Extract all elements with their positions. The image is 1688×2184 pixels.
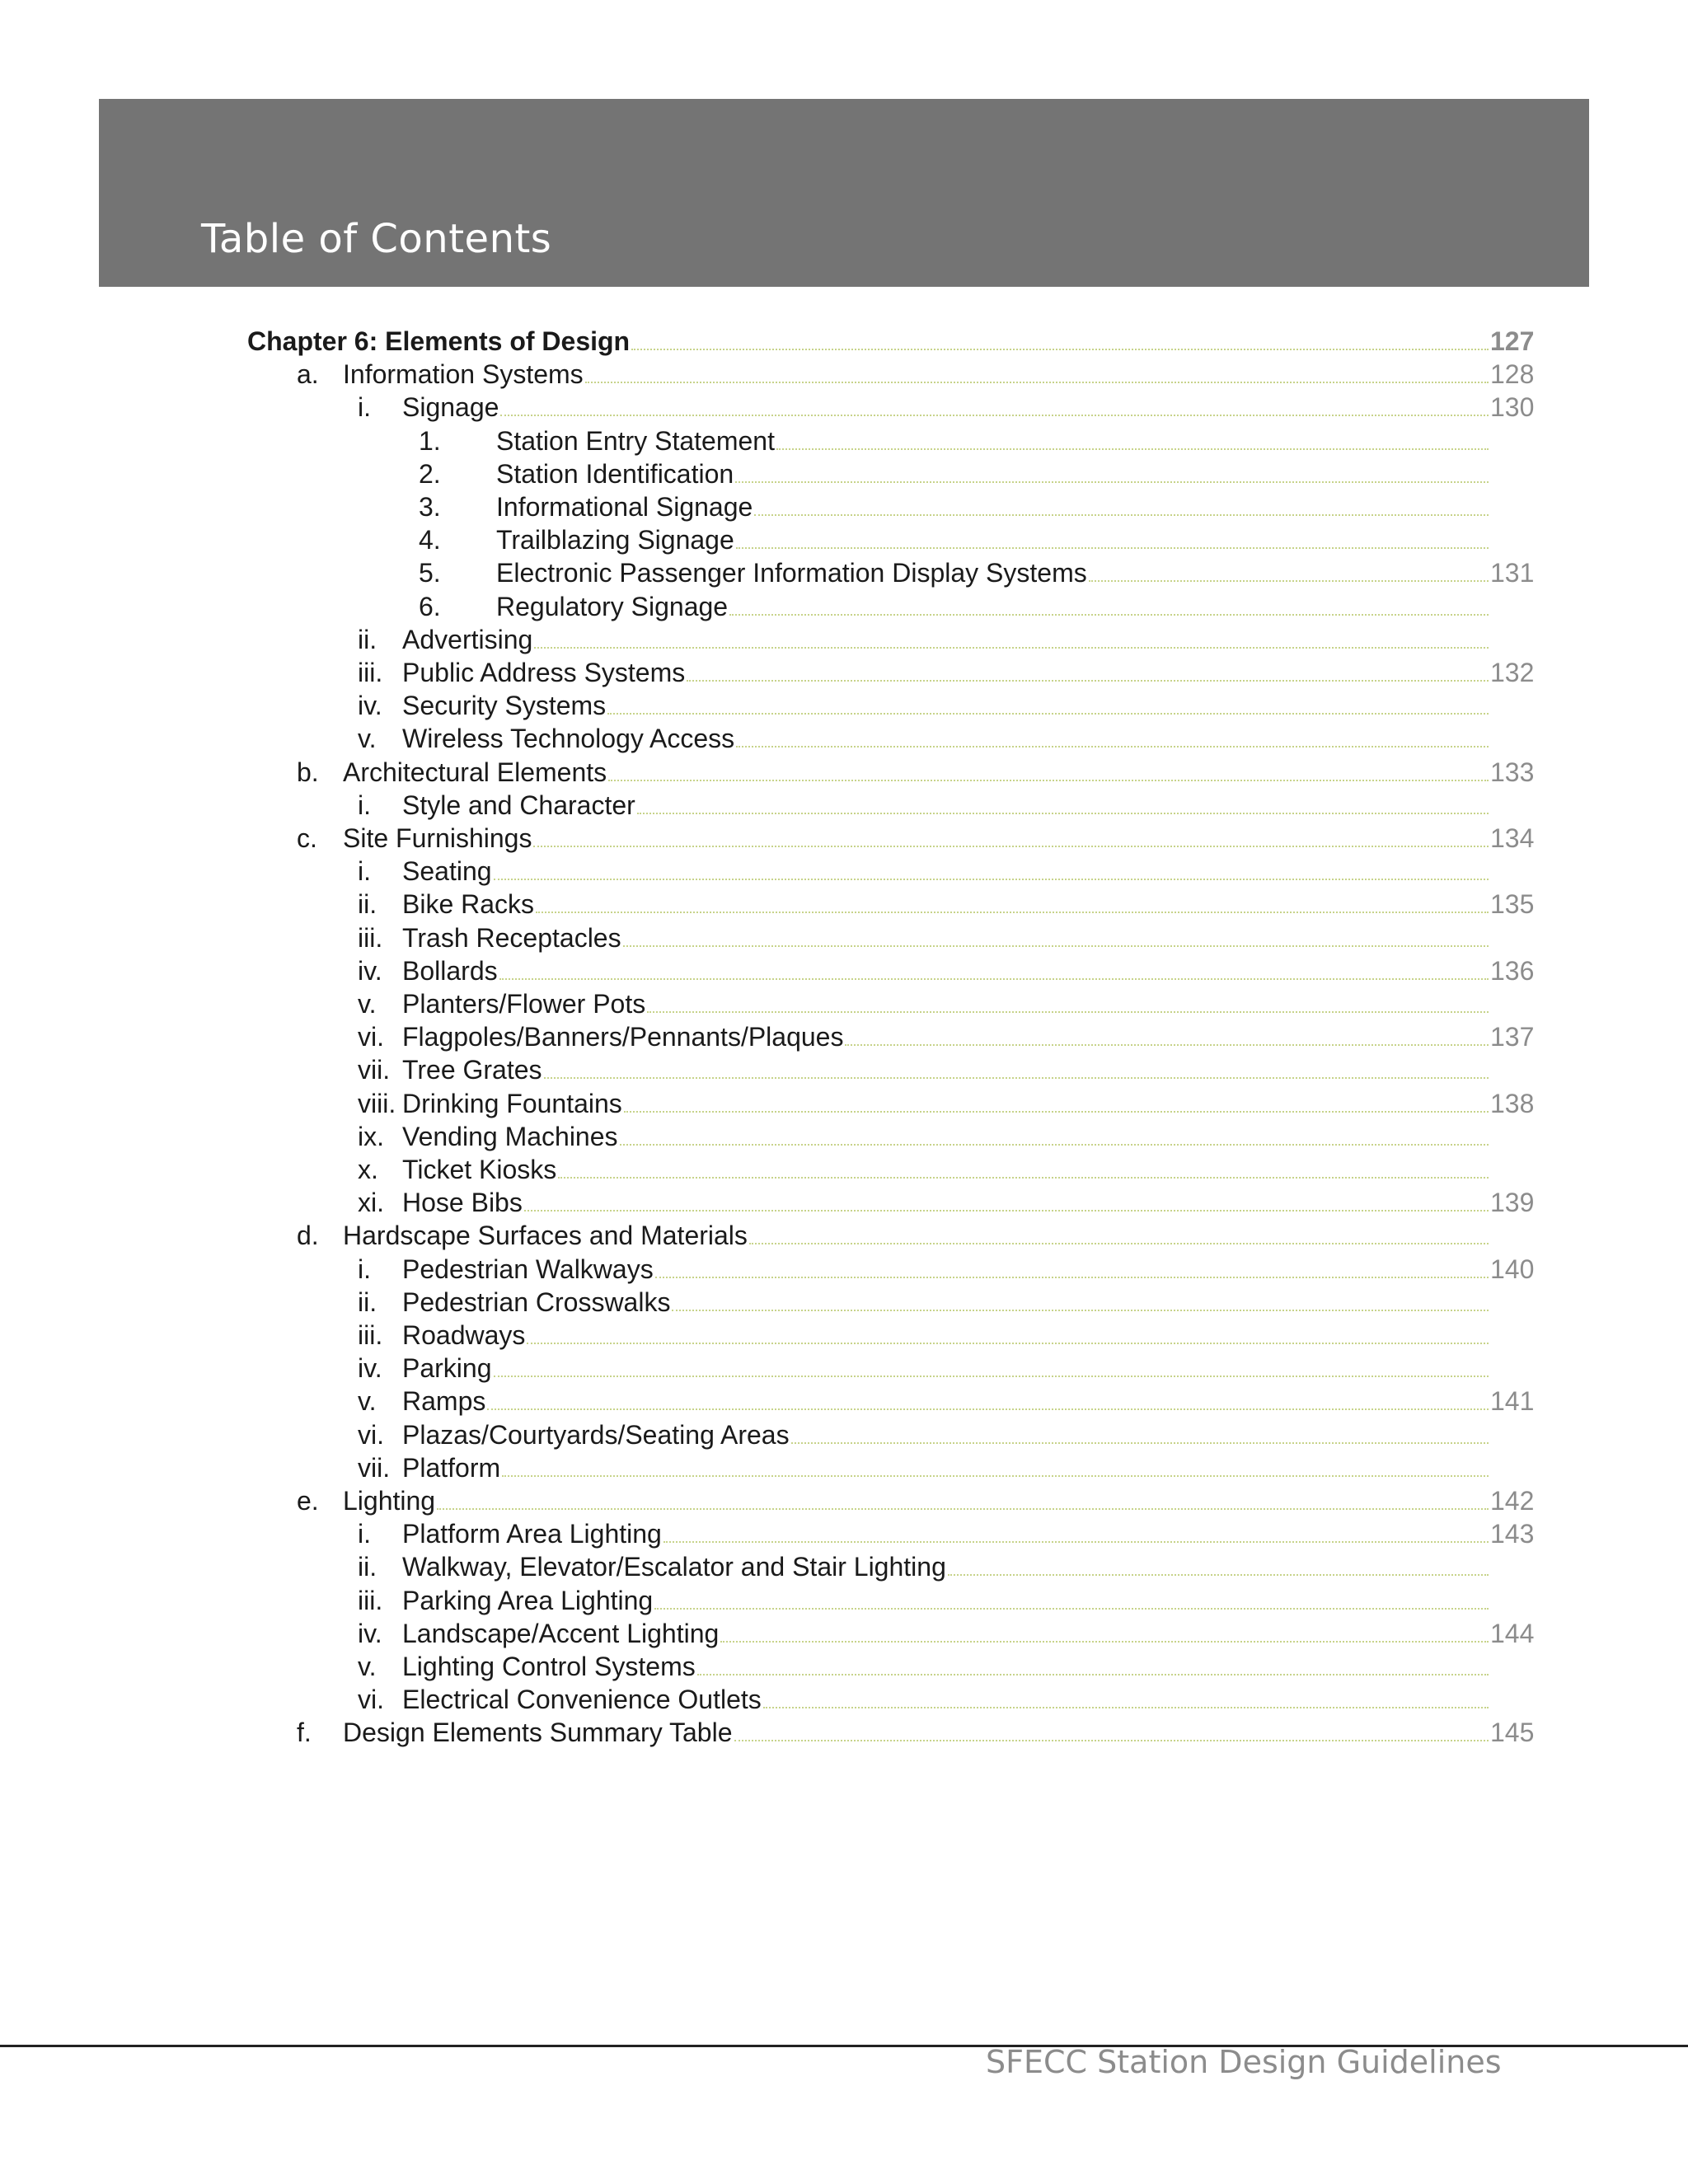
toc-entry-label: Informational Signage bbox=[496, 492, 753, 522]
toc-entry-label: Vending Machines bbox=[402, 1122, 618, 1151]
toc-entry-label: Drinking Fountains bbox=[402, 1089, 622, 1118]
leader-dots bbox=[524, 1210, 1489, 1212]
toc-entry-marker: 1. bbox=[419, 426, 441, 456]
toc-entry[interactable] bbox=[0, 1053, 1688, 1086]
toc-entry-marker: 6. bbox=[419, 592, 441, 621]
toc-entry[interactable] bbox=[0, 921, 1688, 954]
toc-entry[interactable] bbox=[0, 1650, 1688, 1683]
leader-dots bbox=[754, 514, 1489, 516]
toc-entry-label: Design Elements Summary Table bbox=[343, 1718, 733, 1747]
leader-dots bbox=[607, 713, 1489, 715]
leader-dots bbox=[623, 945, 1489, 947]
toc-entry-marker: a. bbox=[297, 359, 319, 389]
toc-entry[interactable] bbox=[0, 1120, 1688, 1153]
toc-entry[interactable] bbox=[0, 358, 1688, 391]
toc-entry-marker: iv. bbox=[358, 1619, 382, 1648]
toc-entry[interactable] bbox=[0, 1517, 1688, 1550]
toc-entry[interactable] bbox=[0, 424, 1688, 457]
leader-dots bbox=[720, 1641, 1489, 1643]
toc-entry-label: Plazas/Courtyards/Seating Areas bbox=[402, 1420, 790, 1450]
toc-entry-page-number: 140 bbox=[1490, 1254, 1535, 1284]
toc-entry-label: Signage bbox=[402, 392, 499, 422]
toc-entry-label: Advertising bbox=[402, 625, 533, 654]
toc-entry-marker: i. bbox=[358, 1519, 371, 1549]
toc-entry-marker: i. bbox=[358, 790, 371, 820]
toc-entry-label: Ramps bbox=[402, 1386, 486, 1416]
toc-entry-page-number: 138 bbox=[1490, 1089, 1535, 1118]
toc-entry[interactable] bbox=[0, 722, 1688, 755]
toc-entry-marker: i. bbox=[358, 1254, 371, 1284]
toc-entry-label: Trailblazing Signage bbox=[496, 525, 734, 555]
toc-entry-label: Bollards bbox=[402, 956, 498, 986]
toc-entry-page-number: 141 bbox=[1490, 1386, 1535, 1416]
toc-entry-marker: e. bbox=[297, 1486, 319, 1516]
toc-entry-marker: viii. bbox=[358, 1089, 396, 1118]
leader-dots bbox=[948, 1574, 1489, 1576]
toc-entry-page-number: 143 bbox=[1490, 1519, 1535, 1549]
toc-chapter-entry[interactable] bbox=[0, 325, 1688, 358]
toc-entry-marker: vii. bbox=[358, 1453, 391, 1483]
toc-entry[interactable] bbox=[0, 1716, 1688, 1749]
toc-entry[interactable] bbox=[0, 789, 1688, 822]
toc-entry-page-number: 136 bbox=[1490, 956, 1535, 986]
toc-entry-page-number: 127 bbox=[1490, 326, 1535, 356]
leader-dots bbox=[487, 1408, 1489, 1410]
toc-entry-page-number: 135 bbox=[1490, 889, 1535, 919]
toc-entry[interactable] bbox=[0, 756, 1688, 789]
header-band bbox=[99, 99, 1589, 287]
toc-entry[interactable] bbox=[0, 556, 1688, 589]
toc-entry-marker: iii. bbox=[358, 1320, 383, 1350]
toc-entry-label: Lighting bbox=[343, 1486, 436, 1516]
toc-entry[interactable] bbox=[0, 1683, 1688, 1716]
toc-entry-marker: iv. bbox=[358, 691, 382, 720]
toc-entry-marker: i. bbox=[358, 856, 371, 886]
toc-entry[interactable] bbox=[0, 1286, 1688, 1319]
toc-entry-label: Security Systems bbox=[402, 691, 607, 720]
leader-dots bbox=[647, 1011, 1489, 1013]
toc-entry-page-number: 131 bbox=[1490, 558, 1535, 588]
leader-dots bbox=[845, 1044, 1489, 1046]
toc-entry-label: Walkway, Elevator/Escalator and Stair Lighting bbox=[402, 1552, 946, 1582]
leader-dots bbox=[544, 1077, 1489, 1079]
toc-entry[interactable] bbox=[0, 987, 1688, 1020]
toc-entry-label: Regulatory Signage bbox=[496, 592, 729, 621]
leader-dots bbox=[494, 879, 1489, 880]
toc-entry-label: Planters/Flower Pots bbox=[402, 989, 646, 1019]
leader-dots bbox=[637, 813, 1489, 814]
leader-dots bbox=[500, 415, 1489, 416]
toc-entry-label: Electrical Convenience Outlets bbox=[402, 1685, 762, 1714]
toc-entry[interactable] bbox=[0, 391, 1688, 424]
toc-entry[interactable] bbox=[0, 523, 1688, 556]
toc-entry-label: Station Entry Statement bbox=[496, 426, 775, 456]
leader-dots bbox=[663, 1541, 1489, 1543]
toc-entry-page-number: 142 bbox=[1490, 1486, 1535, 1516]
leader-dots bbox=[502, 1475, 1489, 1477]
toc-entry-label: Roadways bbox=[402, 1320, 526, 1350]
toc-entry-page-number: 128 bbox=[1490, 359, 1535, 389]
toc-entry-marker: ii. bbox=[358, 1552, 377, 1582]
toc-entry-marker: iv. bbox=[358, 1353, 382, 1383]
toc-entry-label: Tree Grates bbox=[402, 1055, 542, 1085]
toc-entry-label: Electronic Passenger Information Display Systems bbox=[496, 558, 1087, 588]
toc-entry[interactable] bbox=[0, 1153, 1688, 1186]
toc-entry[interactable] bbox=[0, 888, 1688, 921]
toc-entry-label: Parking Area Lighting bbox=[402, 1586, 654, 1615]
toc-entry-label: Information Systems bbox=[343, 359, 584, 389]
toc-entry[interactable] bbox=[0, 1253, 1688, 1286]
toc-entry-marker: vi. bbox=[358, 1022, 384, 1052]
toc-entry[interactable] bbox=[0, 623, 1688, 656]
leader-dots bbox=[736, 746, 1489, 748]
leader-dots bbox=[687, 680, 1489, 682]
toc-entry-label: Ticket Kiosks bbox=[402, 1155, 557, 1184]
toc-entry-marker: f. bbox=[297, 1718, 312, 1747]
toc-entry-marker: v. bbox=[358, 724, 377, 753]
leader-dots bbox=[654, 1608, 1489, 1610]
leader-dots bbox=[672, 1310, 1489, 1311]
toc-entry-label: Hose Bibs bbox=[402, 1188, 523, 1217]
toc-entry-marker: ii. bbox=[358, 625, 377, 654]
toc-entry-page-number: 134 bbox=[1490, 823, 1535, 853]
toc-entry-page-number: 139 bbox=[1490, 1188, 1535, 1217]
footer-title: SFECC Station Design Guidelines bbox=[986, 2044, 1502, 2080]
toc-entry-label: Landscape/Accent Lighting bbox=[402, 1619, 720, 1648]
leader-dots bbox=[729, 614, 1489, 616]
page-title: Table of Contents bbox=[201, 216, 552, 262]
toc-entry[interactable] bbox=[0, 1484, 1688, 1517]
toc-entry[interactable] bbox=[0, 822, 1688, 855]
toc-entry-marker: iii. bbox=[358, 658, 383, 687]
leader-dots bbox=[437, 1508, 1489, 1510]
toc-entry-page-number: 133 bbox=[1490, 757, 1535, 787]
leader-dots bbox=[655, 1277, 1489, 1278]
toc-entry-page-number: 145 bbox=[1490, 1718, 1535, 1747]
toc-entry-marker: ix. bbox=[358, 1122, 384, 1151]
toc-entry-page-number: 137 bbox=[1490, 1022, 1535, 1052]
toc-entry-label: Architectural Elements bbox=[343, 757, 607, 787]
toc-entry-marker: vii. bbox=[358, 1055, 391, 1085]
toc-entry-marker: xi. bbox=[358, 1188, 384, 1217]
toc-entry[interactable] bbox=[0, 954, 1688, 987]
toc-entry-label: Platform Area Lighting bbox=[402, 1519, 662, 1549]
toc-entry[interactable] bbox=[0, 1087, 1688, 1120]
leader-dots bbox=[536, 912, 1489, 913]
toc-entry[interactable] bbox=[0, 590, 1688, 623]
leader-dots bbox=[631, 349, 1489, 350]
toc-entry-label: Flagpoles/Banners/Pennants/Plaques bbox=[402, 1022, 844, 1052]
toc-entry-page-number: 144 bbox=[1490, 1619, 1535, 1648]
toc-entry-marker: 2. bbox=[419, 459, 441, 489]
toc-entry-marker: 3. bbox=[419, 492, 441, 522]
toc-entry-marker: iii. bbox=[358, 923, 383, 953]
toc-entry[interactable] bbox=[0, 457, 1688, 490]
toc-entry[interactable] bbox=[0, 1186, 1688, 1219]
toc-entry-marker: v. bbox=[358, 1386, 377, 1416]
leader-dots bbox=[763, 1707, 1489, 1708]
toc-entry-marker: vi. bbox=[358, 1685, 384, 1714]
toc-entry-marker: vi. bbox=[358, 1420, 384, 1450]
toc-entry[interactable] bbox=[0, 1584, 1688, 1617]
toc-entry-label: Station Identification bbox=[496, 459, 734, 489]
toc-entry[interactable] bbox=[0, 1352, 1688, 1385]
leader-dots bbox=[585, 382, 1489, 383]
leader-dots bbox=[624, 1111, 1489, 1113]
leader-dots bbox=[749, 1243, 1489, 1244]
toc-entry-label: Pedestrian Walkways bbox=[402, 1254, 654, 1284]
toc-entry[interactable] bbox=[0, 490, 1688, 523]
toc-entry-marker: ii. bbox=[358, 1287, 377, 1317]
leader-dots bbox=[527, 1343, 1489, 1344]
leader-dots bbox=[1089, 580, 1489, 582]
leader-dots bbox=[735, 481, 1489, 483]
toc-entry-marker: 4. bbox=[419, 525, 441, 555]
leader-dots bbox=[697, 1674, 1489, 1675]
toc-entry-marker: iv. bbox=[358, 956, 382, 986]
toc-entry-label: Lighting Control Systems bbox=[402, 1652, 696, 1681]
toc-entry-marker: v. bbox=[358, 989, 377, 1019]
leader-dots bbox=[791, 1442, 1489, 1444]
toc-entry-label: Platform bbox=[402, 1453, 501, 1483]
toc-entry[interactable] bbox=[0, 855, 1688, 888]
toc-entry-marker: ii. bbox=[358, 889, 377, 919]
toc-entry-page-number: 130 bbox=[1490, 392, 1535, 422]
toc-entry-marker: b. bbox=[297, 757, 319, 787]
toc-entry[interactable] bbox=[0, 1319, 1688, 1352]
toc-entry-label: Style and Character bbox=[402, 790, 635, 820]
toc-entry-label: Site Furnishings bbox=[343, 823, 532, 853]
toc-entry-label: Bike Racks bbox=[402, 889, 535, 919]
toc-entry-label: Trash Receptacles bbox=[402, 923, 621, 953]
leader-dots bbox=[494, 1376, 1489, 1377]
toc-entry-label: Chapter 6: Elements of Design bbox=[247, 326, 631, 356]
toc-entry-marker: 5. bbox=[419, 558, 441, 588]
leader-dots bbox=[558, 1177, 1489, 1179]
toc-entry-label: Pedestrian Crosswalks bbox=[402, 1287, 671, 1317]
leader-dots bbox=[620, 1144, 1489, 1146]
toc-entry[interactable] bbox=[0, 1550, 1688, 1583]
toc-entry-marker: d. bbox=[297, 1221, 319, 1250]
toc-entry-marker: c. bbox=[297, 823, 317, 853]
leader-dots bbox=[776, 448, 1489, 450]
toc-entry-marker: v. bbox=[358, 1652, 377, 1681]
leader-dots bbox=[736, 547, 1489, 549]
toc-entry[interactable] bbox=[0, 689, 1688, 722]
toc-entry[interactable] bbox=[0, 1385, 1688, 1418]
toc-entry-label: Wireless Technology Access bbox=[402, 724, 735, 753]
leader-dots bbox=[534, 647, 1489, 649]
toc-entry-label: Public Address Systems bbox=[402, 658, 686, 687]
leader-dots bbox=[533, 846, 1489, 847]
toc-entry-marker: x. bbox=[358, 1155, 378, 1184]
toc-entry[interactable] bbox=[0, 1020, 1688, 1053]
leader-dots bbox=[734, 1740, 1489, 1741]
toc-entry-label: Hardscape Surfaces and Materials bbox=[343, 1221, 748, 1250]
toc-entry-label: Seating bbox=[402, 856, 492, 886]
toc-entry-label: Parking bbox=[402, 1353, 492, 1383]
leader-dots bbox=[499, 978, 1489, 980]
toc-entry-marker: iii. bbox=[358, 1586, 383, 1615]
toc-entry-page-number: 132 bbox=[1490, 658, 1535, 687]
toc-entry[interactable] bbox=[0, 1418, 1688, 1451]
leader-dots bbox=[608, 780, 1489, 781]
toc-entry-marker: i. bbox=[358, 392, 371, 422]
toc-entry[interactable] bbox=[0, 1617, 1688, 1650]
toc-entry[interactable] bbox=[0, 656, 1688, 689]
toc-entry[interactable] bbox=[0, 1219, 1688, 1252]
toc-entry[interactable] bbox=[0, 1451, 1688, 1484]
